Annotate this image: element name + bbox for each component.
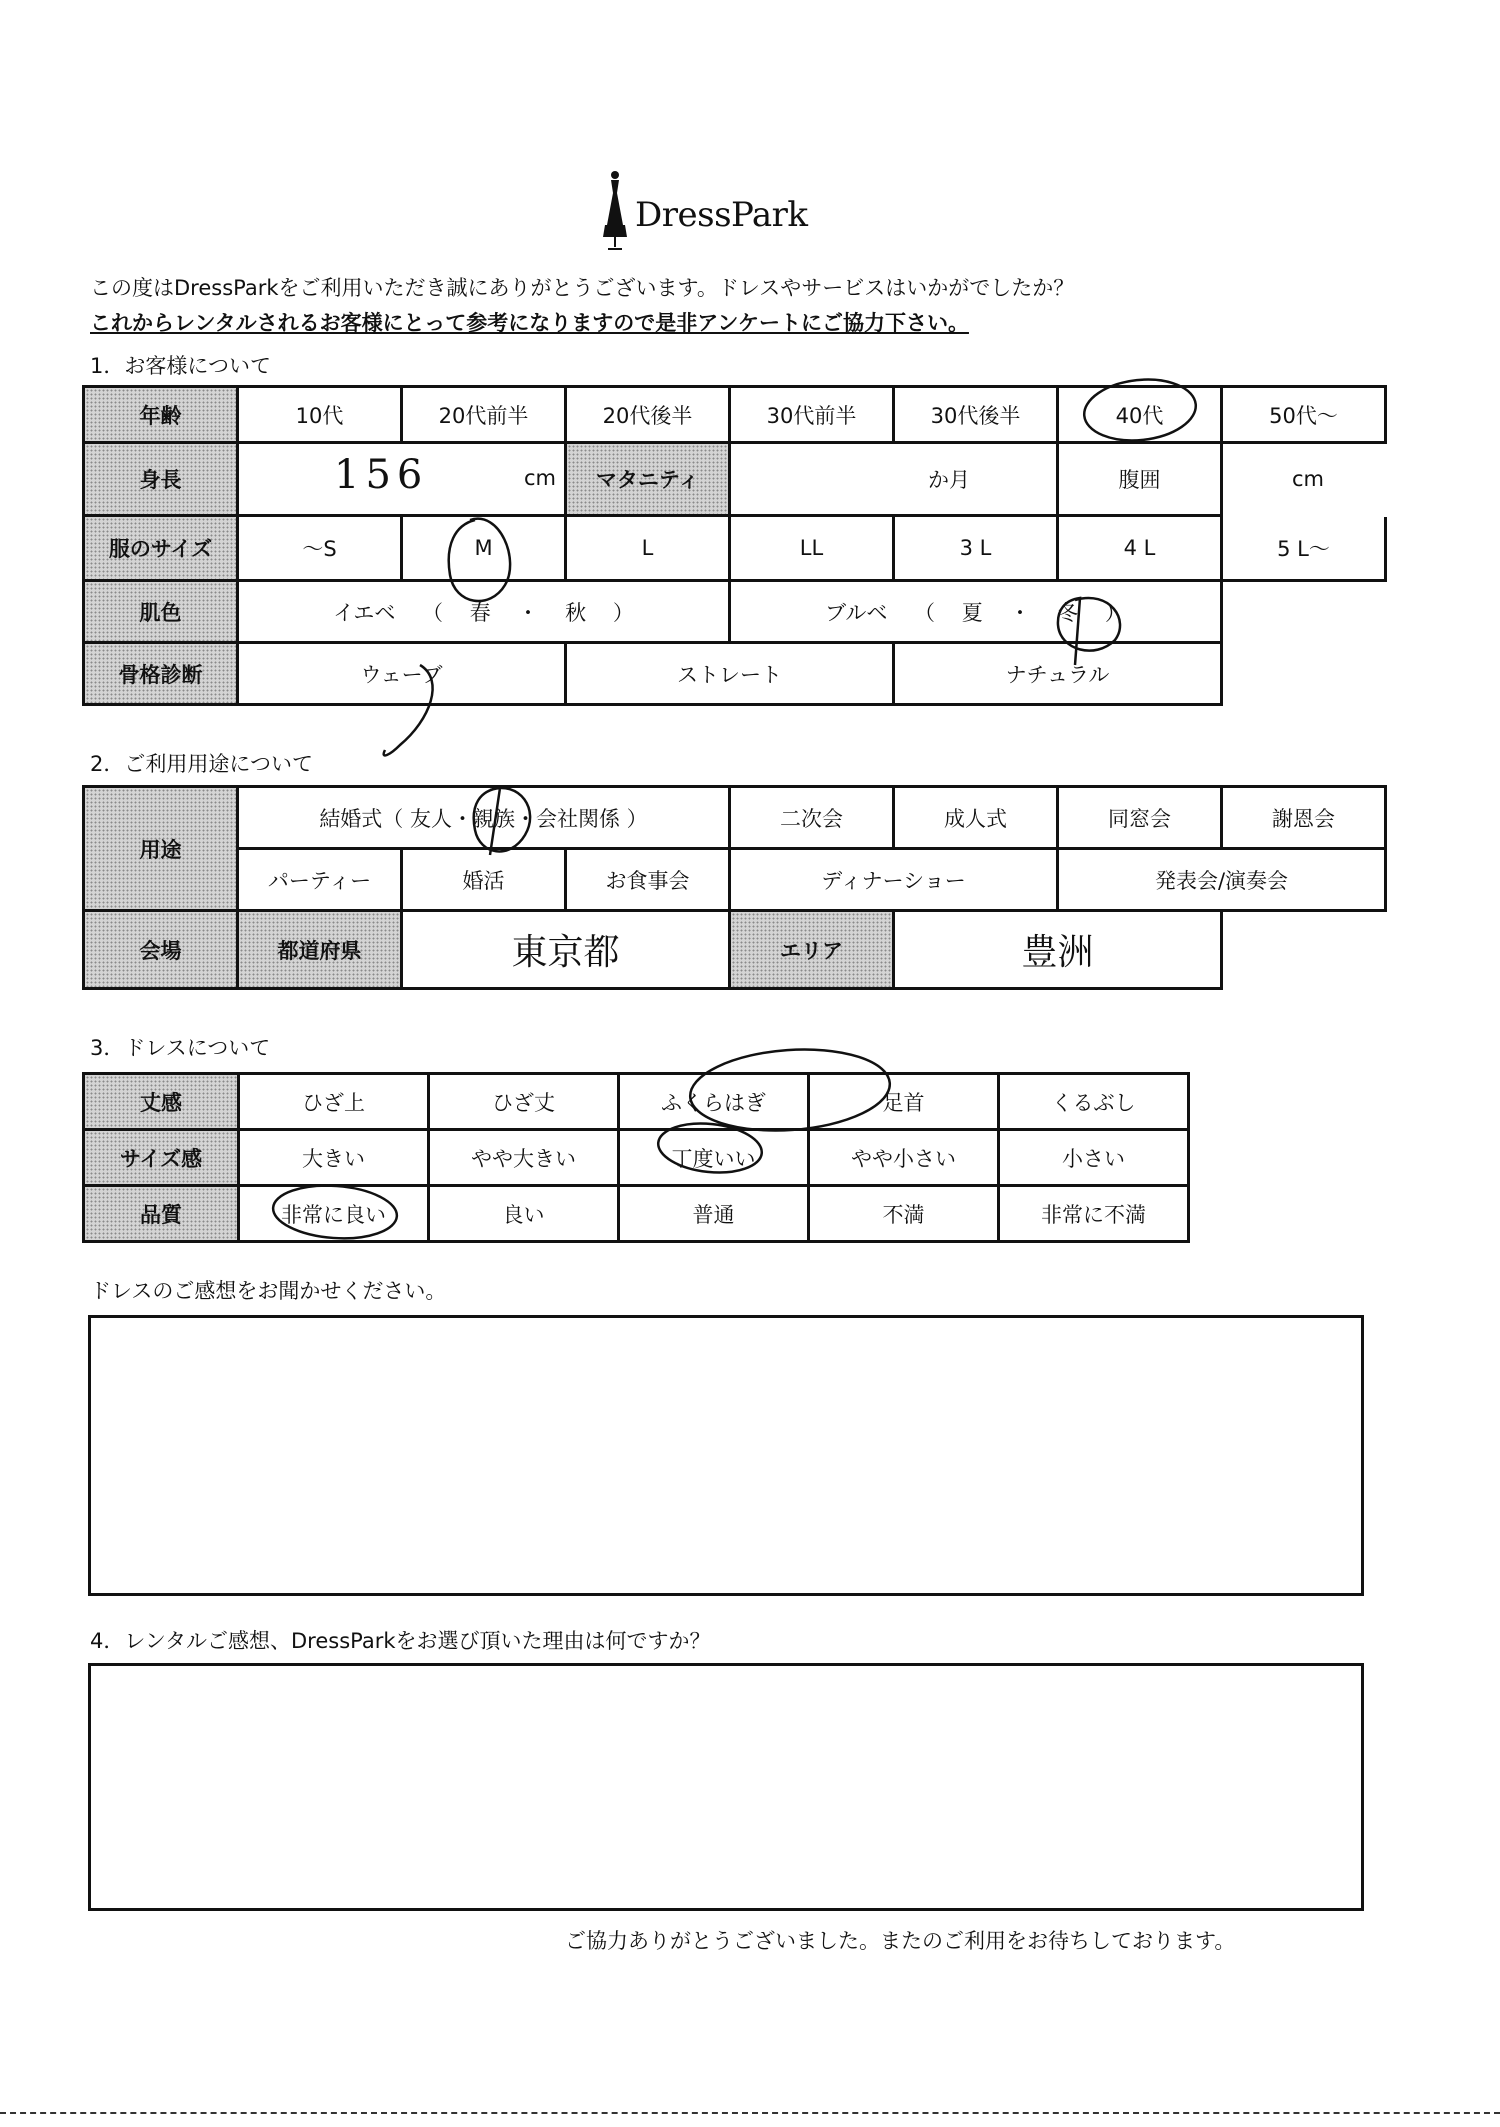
length-option-selected[interactable]: ふくらはぎ (619, 1074, 809, 1130)
age-option[interactable]: 30代前半 (730, 387, 894, 443)
size-option-selected[interactable]: M (402, 516, 566, 581)
paren-close: ） (1104, 600, 1126, 625)
skin-yellow-name: イエベ (333, 600, 396, 625)
customer-table (82, 385, 1387, 706)
paren-open: （ (914, 600, 936, 625)
quality-label: 品質 (84, 1186, 239, 1242)
thanks-footer: ご協力ありがとうございました。またのご利用をお待ちしております。 (565, 1929, 1236, 1953)
quality-option-selected[interactable]: 非常に良い (239, 1186, 429, 1242)
intro-request: これからレンタルされるお客様にとって参考になりますので是非アンケートにご協力下さい。 (90, 311, 969, 335)
paren-close: ） (612, 600, 634, 625)
area-label: エリア (730, 911, 894, 989)
logo-text: DressPark (635, 195, 808, 235)
purpose-table (82, 785, 1387, 990)
skin-blue-option[interactable] (730, 581, 1222, 643)
length-option[interactable]: 足首 (809, 1074, 999, 1130)
height-row (84, 443, 1386, 516)
size-option[interactable]: 5 L～ (1222, 516, 1386, 581)
intro-text: この度はDressParkをご利用いただき誠にありがとうございます。ドレスやサービスはいかがでしたか？ (90, 276, 1075, 300)
fit-row (84, 1130, 1189, 1186)
length-option[interactable]: ひざ上 (239, 1074, 429, 1130)
prefecture-field[interactable] (402, 911, 730, 989)
length-option[interactable]: くるぶし (999, 1074, 1189, 1130)
venue-label: 会場 (84, 911, 238, 989)
paren-open: （ (422, 600, 444, 625)
purpose-option[interactable]: 謝恩会 (1222, 787, 1386, 849)
size-option[interactable]: LL (730, 516, 894, 581)
purpose-label: 用途 (84, 787, 238, 911)
skin-autumn: 秋 (565, 600, 587, 625)
dress-table (82, 1072, 1190, 1243)
purpose-wedding[interactable] (238, 787, 730, 849)
venue-row (84, 911, 1386, 989)
age-row (84, 387, 1386, 443)
quality-option[interactable]: 非常に不満 (999, 1186, 1189, 1242)
size-option[interactable]: ～S (238, 516, 402, 581)
purpose-option[interactable]: 二次会 (730, 787, 894, 849)
skeleton-option-selected[interactable]: ウェーブ (238, 643, 566, 705)
quality-option[interactable]: 良い (429, 1186, 619, 1242)
height-label: 身長 (84, 443, 238, 516)
prefecture-value: 東京都 (511, 932, 620, 973)
page-edge-rule (0, 2112, 1500, 2114)
maternity-label: マタニティ (566, 443, 730, 516)
dresspark-logo (600, 165, 840, 255)
fit-option[interactable]: やや小さい (809, 1130, 999, 1186)
size-option[interactable]: 4 L (1058, 516, 1222, 581)
size-option[interactable]: L (566, 516, 730, 581)
age-option[interactable]: 20代後半 (566, 387, 730, 443)
length-row (84, 1074, 1189, 1130)
skin-yellow-option[interactable] (238, 581, 730, 643)
section2-title: 2．ご利用用途について (90, 752, 313, 776)
dress-icon (600, 165, 640, 255)
height-unit: cm (523, 466, 556, 490)
skin-label: 肌色 (84, 581, 238, 643)
purpose-option[interactable]: 婚活 (402, 849, 566, 911)
separator-dot: ・ (1009, 600, 1031, 625)
quality-option[interactable]: 普通 (619, 1186, 809, 1242)
area-value: 豊洲 (1021, 932, 1094, 973)
dress-comment-box[interactable] (88, 1315, 1364, 1596)
empty-cell (1222, 643, 1386, 705)
purpose-option[interactable]: 同窓会 (1058, 787, 1222, 849)
reason-comment-box[interactable] (88, 1663, 1364, 1911)
section3-title: 3．ドレスについて (90, 1036, 271, 1060)
purpose-option[interactable]: 発表会/演奏会 (1058, 849, 1386, 911)
empty-cell (1222, 581, 1386, 643)
height-value: 156 (334, 452, 429, 498)
prefecture-label: 都道府県 (238, 911, 402, 989)
waist-unit[interactable]: cm (1222, 443, 1386, 516)
wedding-relatives-selected: 親族 (473, 806, 515, 831)
quality-row (84, 1186, 1189, 1242)
skeleton-label: 骨格診断 (84, 643, 238, 705)
fit-option[interactable]: 大きい (239, 1130, 429, 1186)
skeleton-option[interactable]: ストレート (566, 643, 894, 705)
age-option[interactable]: 50代～ (1222, 387, 1386, 443)
wedding-suffix: ・会社関係 ） (515, 806, 648, 831)
maternity-months-field[interactable]: か月 (730, 443, 1058, 516)
waist-label: 腹囲 (1058, 443, 1222, 516)
wedding-prefix: 結婚式（ 友人・ (319, 806, 473, 831)
size-row (84, 516, 1386, 581)
length-option[interactable]: ひざ丈 (429, 1074, 619, 1130)
skin-row (84, 581, 1386, 643)
quality-option[interactable]: 不満 (809, 1186, 999, 1242)
fit-option[interactable]: やや大きい (429, 1130, 619, 1186)
skin-winter-selected: 冬 (1057, 600, 1079, 625)
skin-blue-name: ブルベ (825, 600, 888, 625)
age-option[interactable]: 20代前半 (402, 387, 566, 443)
skeleton-option[interactable]: ナチュラル (894, 643, 1222, 705)
age-label: 年齢 (84, 387, 238, 443)
age-option[interactable]: 10代 (238, 387, 402, 443)
fit-option[interactable]: 小さい (999, 1130, 1189, 1186)
skeleton-row (84, 643, 1386, 705)
skin-summer: 夏 (961, 600, 983, 625)
purpose-row-1 (84, 787, 1386, 849)
age-option-selected[interactable]: 40代 (1058, 387, 1222, 443)
purpose-option[interactable]: パーティー (238, 849, 402, 911)
size-option[interactable]: 3 L (894, 516, 1058, 581)
section1-title: 1．お客様について (90, 354, 271, 378)
fit-option-selected[interactable]: 丁度いい (619, 1130, 809, 1186)
height-field[interactable] (238, 443, 566, 516)
purpose-row-2 (84, 849, 1386, 911)
fit-label: サイズ感 (84, 1130, 239, 1186)
skin-spring: 春 (469, 600, 491, 625)
area-field[interactable] (894, 911, 1222, 989)
section4-title: 4．レンタルご感想、DressParkをお選び頂いた理由は何ですか？ (90, 1629, 711, 1653)
dress-comment-prompt: ドレスのご感想をお聞かせください。 (90, 1279, 447, 1303)
purpose-option[interactable]: ディナーショー (730, 849, 1058, 911)
separator-dot: ・ (517, 600, 539, 625)
purpose-option[interactable]: 成人式 (894, 787, 1058, 849)
size-label: 服のサイズ (84, 516, 238, 581)
purpose-option[interactable]: お食事会 (566, 849, 730, 911)
age-option[interactable]: 30代後半 (894, 387, 1058, 443)
empty-cell (1222, 911, 1386, 989)
length-label: 丈感 (84, 1074, 239, 1130)
